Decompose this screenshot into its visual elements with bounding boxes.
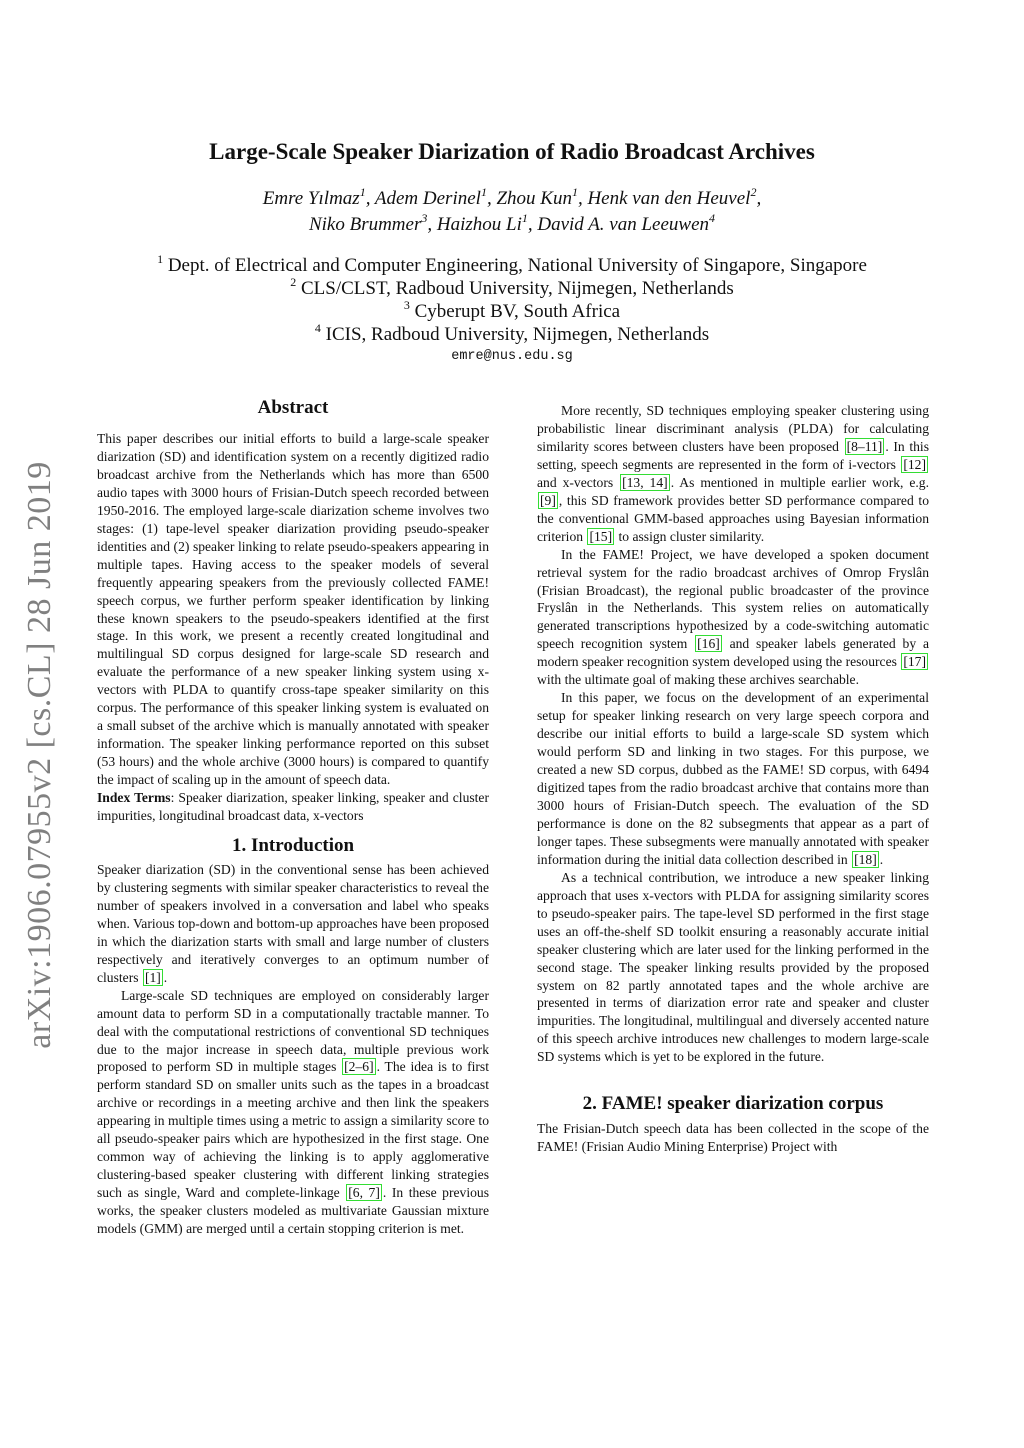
author-separator: , xyxy=(365,188,375,209)
author-name: David A. van Leeuwen xyxy=(537,214,710,235)
citation-link[interactable]: [8–11] xyxy=(846,438,883,454)
body-text: , this SD framework provides better SD performance compared to the conventional GMM-based approaches using Bayesian information criterion xyxy=(537,492,929,544)
body-text: More recently, SD techniques employing speaker clustering using probabilistic linear discriminant analysis (PLDA) for calculating similarity scores between clusters have been proposed xyxy=(537,403,929,454)
author-separator: , xyxy=(427,214,437,235)
body-text: and speaker labels generated by a modern speaker recognition system developed using the resources xyxy=(537,636,929,670)
body-text: . xyxy=(879,851,884,867)
abstract-heading: Abstract xyxy=(257,397,329,418)
intro-paragraph-3 xyxy=(537,402,929,546)
body-text: In the FAME! Project, we have developed a spoken document retrieval system for the radio broadcast archives of Omrop Fryslân (Frisian Broadcast), the regional public broadcaster of the province Fryslân in the Netherlands. This system relies on automatically generated transcriptions hypothesized by a code-switching automatic speech recognition system xyxy=(537,546,929,652)
body-text: to assign cluster similarity. xyxy=(615,528,765,544)
body-text: . As mentioned in multiple earlier work, e.g. xyxy=(670,474,929,490)
citation-link[interactable]: [13, 14] xyxy=(622,474,668,490)
body-text: and x-vectors xyxy=(537,474,620,490)
arxiv-identifier-text: arXiv:1906.07955v2 [cs.CL] 28 Jun 2019 xyxy=(21,461,59,1049)
author-line-1 xyxy=(0,186,1024,212)
citation-link[interactable]: [9] xyxy=(540,492,556,508)
citation-link[interactable]: [17] xyxy=(903,654,926,670)
body-text: In this paper, we focus on the development of an experimental setup for speaker linking research on very large speech corpora and describe our initial efforts to build a large-scale SD system which would perform SD and linking in two stages. For this purpose, we created a new SD corpus, dubbed as the FAME! SD corpus, with 6494 digitized tapes from the radio broadcast archive that contains more than 3000 hours of Frisian-Dutch speech. The evaluation of the SD performance is done on the 82 subsegments that appear as a part of longer tapes. These subsegments were manually annotated with speaker information during the initial data collection described in xyxy=(537,690,929,867)
citation-link[interactable]: [2–6] xyxy=(344,1059,374,1075)
author-separator: , xyxy=(577,188,588,209)
citation-link[interactable]: [18] xyxy=(854,851,877,867)
author-affil-mark: 1 xyxy=(359,185,366,199)
body-text: Speaker diarization (SD) in the conventional sense has been achieved by clustering segments with similar speaker characteristics to reveal the number of speakers involved in a conversation and label who speaks when. Various top-down and bottom-up approaches have been proposed in which the diarization starts with small and large number of clusters respectively and iteratively converges to an optimum number of clusters xyxy=(97,861,489,985)
citation-link[interactable]: [12] xyxy=(903,456,926,472)
author-separator: , xyxy=(486,188,497,209)
intro-paragraph-6 xyxy=(537,869,929,1066)
arxiv-identifier-stamp xyxy=(22,455,58,1055)
fame-corpus-heading: 2. FAME! speaker diarization corpus xyxy=(582,1093,884,1115)
intro-paragraph-5 xyxy=(537,689,929,869)
author-affil-mark: 1 xyxy=(480,185,487,199)
intro-paragraph-4 xyxy=(537,546,929,690)
affiliation-item xyxy=(0,300,1024,323)
index-terms-label: Index Terms xyxy=(97,790,171,806)
affiliation-text: ICIS, Radboud University, Nijmegen, Netherlands xyxy=(325,324,710,345)
affiliation-mark: 2 xyxy=(290,275,297,289)
left-column xyxy=(97,396,489,1238)
body-text: As a technical contribution, we introduce a new speaker linking approach that uses x-vectors with PLDA for assigning similarity scores to pseudo-speaker pairs. The tape-level SD performed in the first stage uses an off-the-shelf SD toolkit ensuring a reasonably accurate initial speaker clustering which are later used for the linking performed in the second stage. The speaker linking results provided by the proposed system on 82 partly annotated tapes and the whole archive are presented in terms of diarization error rate and speaker and cluster impurities. The longitudinal, multilingual and diversely accented nature of this speech archive introduces new challenges to modern large-scale SD systems which is yet to be explored in the future. xyxy=(537,869,929,1065)
author-name: Emre Yılmaz xyxy=(262,188,360,209)
affiliation-mark: 4 xyxy=(314,321,321,335)
author-name: Zhou Kun xyxy=(496,188,572,209)
author-affil-mark: 1 xyxy=(521,211,528,225)
affiliation-list xyxy=(0,254,1024,346)
affiliation-mark: 3 xyxy=(403,298,410,312)
abstract-text: This paper describes our initial efforts to build a large-scale speaker diarization (SD) and identification system on a recently digitized radio broadcast archive from the Netherlands which has more than 6500 audio tapes with 3000 hours of Frisian-Dutch speech recorded between 1950-2016. The employed large-scale diarization scheme involves two stages: (1) tape-level speaker diarization providing pseudo-speaker identities and (2) speaker linking to relate pseudo-speakers appearing in multiple tapes. Having access to the speaker models of several frequently appearing speakers from the previously collected FAME! speech corpus, we further perform speaker identification by linking these known speakers to the pseudo-speakers identified at the first stage. In this work, we present a recently created longitudinal and multilingual SD corpus designed for large-scale SD research and evaluate the performance of a new speaker linking system using x-vectors with PLDA to quantify cross-tape speaker similarity on this corpus. The performance of this speaker linking system is evaluated on a small subset of the archive which is manually annotated with speaker information. The speaker linking performance reported on this subset (53 hours) and the whole archive (3000 hours) is compared to quantify the impact of scaling up in the amount of speech data. xyxy=(97,431,489,788)
fame-paragraph-1: The Frisian-Dutch speech data has been collected in the scope of the FAME! (Frisian Audio Mining Enterprise) Project with xyxy=(537,1121,929,1155)
affiliation-text: Dept. of Electrical and Computer Engineering, National University of Singapore, Singapore xyxy=(167,255,867,276)
author-name: Niko Brummer xyxy=(308,214,422,235)
paper-title: Large-Scale Speaker Diarization of Radio Broadcast Archives xyxy=(209,139,815,164)
author-separator: , xyxy=(527,214,538,235)
author-separator: , xyxy=(756,188,762,209)
citation-link[interactable]: [16] xyxy=(697,636,720,652)
body-text: . The idea is to first perform standard SD on smaller units such as the tapes in a broadcast archive or recordings in a meeting archive and then link the speakers appearing in multiple times using a metric to assign a similarity score to all pseudo-speaker pairs which are hypothesized in the first stage. One common way of achieving the linking is to apply agglomerative clustering-based speaker clustering with different linking strategies such as single, Ward and complete-linkage xyxy=(97,1059,489,1201)
body-text: . xyxy=(163,969,168,985)
author-affil-mark: 4 xyxy=(709,211,716,225)
affiliation-mark: 1 xyxy=(157,252,164,266)
body-text: . In these previous works, the speaker clusters modeled as multivariate Gaussian mixture models (GMM) are merged until a certain stopping criterion is met. xyxy=(97,1185,489,1237)
citation-link[interactable]: [15] xyxy=(589,528,613,544)
affiliation-item xyxy=(0,323,1024,346)
affiliation-item xyxy=(0,277,1024,300)
author-affil-mark: 3 xyxy=(421,211,428,225)
introduction-heading: 1. Introduction xyxy=(231,834,355,856)
intro-paragraph-1 xyxy=(97,861,489,987)
body-text: . In this setting, speech segments are represented in the form of i-vectors xyxy=(537,438,929,472)
body-text: with the ultimate goal of making these archives searchable. xyxy=(537,672,859,688)
author-line-2 xyxy=(0,212,1024,238)
affiliation-item xyxy=(0,254,1024,277)
index-terms-text: : Speaker diarization, speaker linking, speaker and cluster impurities, longitudinal broadcast data, x-vectors xyxy=(97,790,489,824)
citation-link[interactable]: [1] xyxy=(144,969,161,985)
contact-email: emre@nus.edu.sg xyxy=(451,349,573,364)
body-text: Large-scale SD techniques are employed on considerably larger amount data to perform SD in a computationally tractable manner. To deal with the computational restrictions of conventional SD techniques due to the major increase in speech data, multiple previous work proposed to perform SD in multiple stages xyxy=(97,987,489,1075)
author-affil-mark: 1 xyxy=(571,185,578,199)
affiliation-text: Cyberupt BV, South Africa xyxy=(414,301,621,322)
intro-paragraph-2 xyxy=(97,987,489,1238)
affiliation-text: CLS/CLST, Radboud University, Nijmegen, Netherlands xyxy=(301,278,734,299)
author-name: Haizhou Li xyxy=(436,214,522,235)
citation-link[interactable]: [6, 7] xyxy=(348,1185,380,1201)
author-list xyxy=(0,186,1024,238)
author-name: Adem Derinel xyxy=(374,188,481,209)
author-name: Henk van den Heuvel xyxy=(587,188,751,209)
right-column xyxy=(537,402,929,1156)
index-terms xyxy=(97,789,489,825)
author-affil-mark: 2 xyxy=(750,185,757,199)
